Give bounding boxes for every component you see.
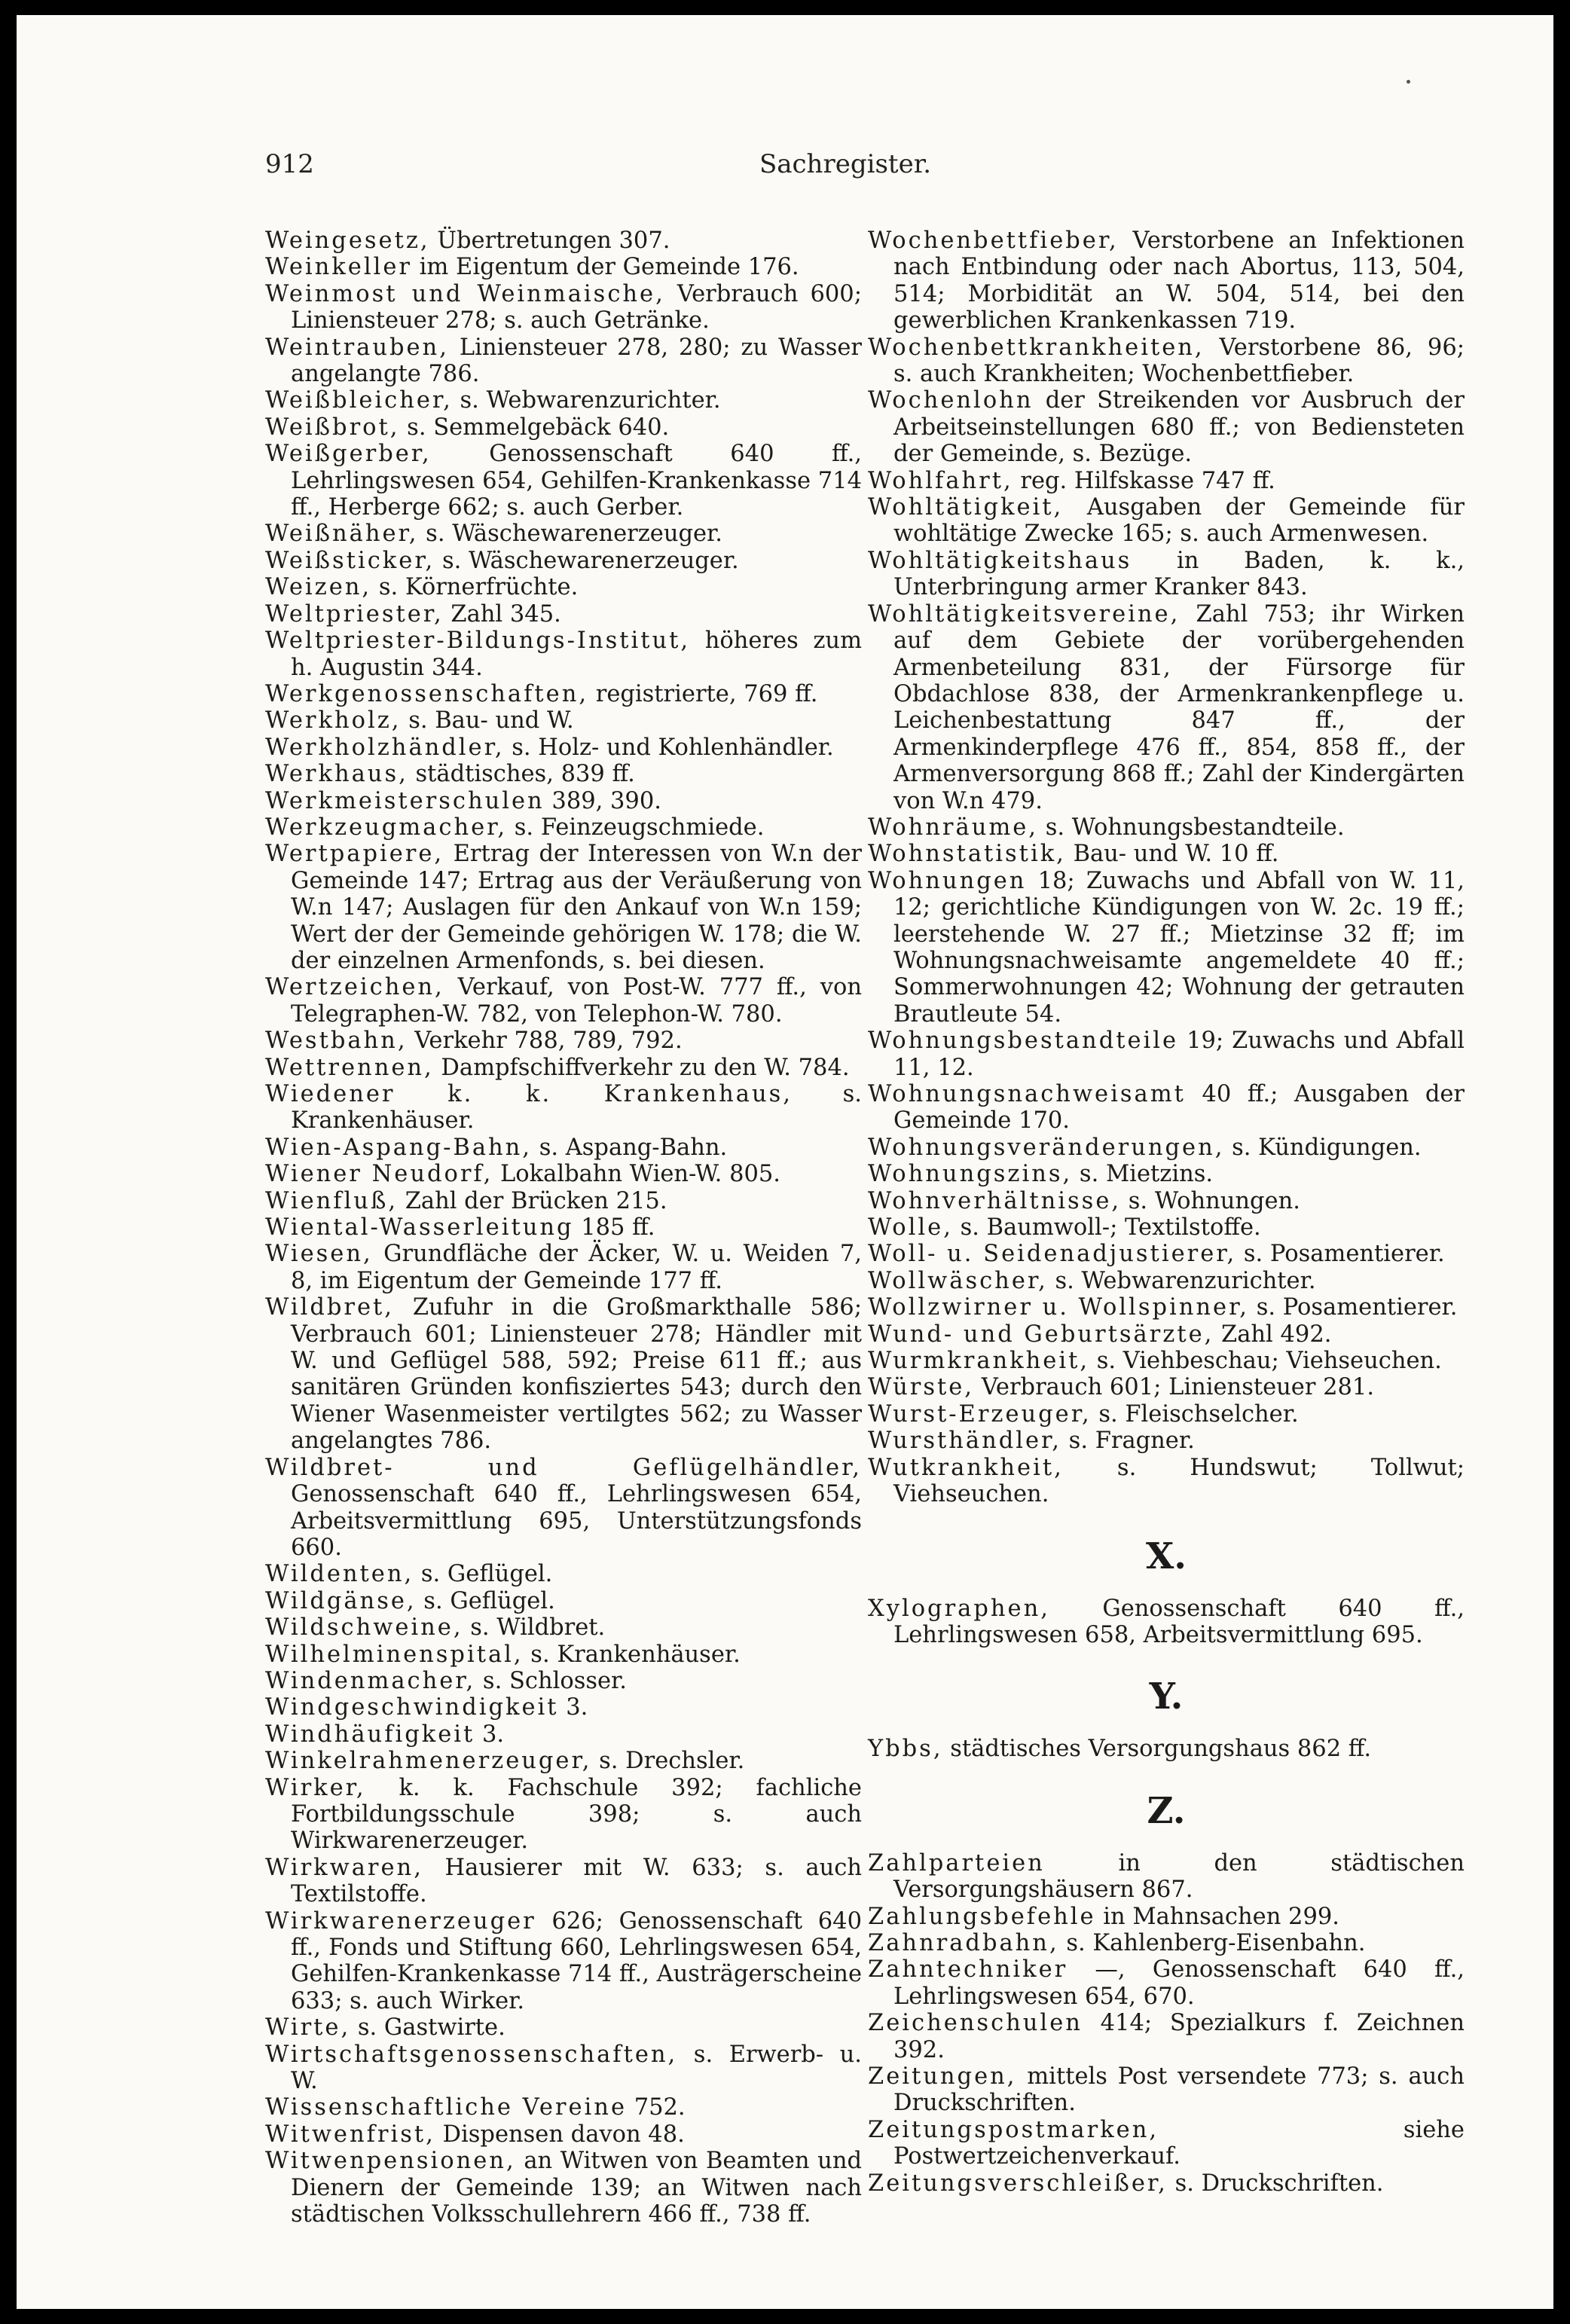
register-entry [868, 2063, 1465, 2117]
register-entry [868, 1294, 1465, 1321]
entry-term: Wiener Neudorf, [265, 1161, 493, 1188]
register-entry [265, 387, 862, 414]
entry-term: Weintrauben, [265, 334, 449, 361]
entry-text: s. Kündigungen. [1224, 1134, 1422, 1161]
register-entry [868, 814, 1465, 841]
entry-term: Zeitungsverschleißer, [868, 2170, 1168, 2197]
running-title: Sachregister. [759, 149, 932, 179]
section-letter-z: Z. [1147, 1789, 1186, 1832]
entry-text: 389, 390. [544, 787, 661, 814]
register-entry [868, 1455, 1465, 1508]
entry-text: in Baden, k. k., Unterbringung armer Kranker 843. [893, 547, 1465, 601]
entry-text: s. Baumwoll-; Textilstoffe. [952, 1214, 1261, 1241]
register-entry [868, 1930, 1465, 1956]
register-entry [868, 228, 1465, 334]
entry-text: s. Geflügel. [416, 1587, 555, 1614]
entry-term: Wettrennen, [265, 1054, 434, 1081]
entry-term: Wurst-Erzeuger, [868, 1400, 1092, 1428]
entry-term: Windgeschwindigkeit [265, 1694, 559, 1721]
entry-text: s. Wäschewarenerzeuger. [435, 547, 739, 574]
register-entry [868, 1028, 1465, 1081]
register-entry [868, 1956, 1465, 2010]
entry-text: s. Semmelgebäck 640. [399, 414, 670, 441]
entry-text: s. Mietzins. [1072, 1161, 1214, 1188]
register-entry [868, 1850, 1465, 1904]
entry-term: Wohltätigkeitsvereine, [868, 600, 1181, 628]
register-entry [265, 1161, 862, 1187]
entry-term: Wohnungen [868, 867, 1027, 894]
w-entries-continued [868, 228, 1465, 1508]
entry-text: Verkauf, von Post-W. 777 ff., von Telegraphen-W. 782, von Telephon-W. 780. [291, 974, 862, 1028]
register-entry [868, 1401, 1465, 1428]
register-entry [868, 334, 1465, 388]
entry-text: 752. [627, 2094, 686, 2121]
entry-term: Weißnäher, [265, 521, 419, 548]
register-entry [868, 868, 1465, 1028]
entry-term: Werkmeisterschulen [265, 787, 545, 814]
section-z-entries [868, 1850, 1465, 2197]
register-entry [265, 1775, 862, 1855]
entry-text: 3. [558, 1694, 588, 1721]
page-header [265, 149, 1425, 188]
entry-term: Woll- u. Seidenadjustierer, [868, 1241, 1237, 1268]
register-entry [265, 734, 862, 761]
entry-term: Wohnverhältnisse, [868, 1187, 1122, 1214]
register-entry [265, 1614, 862, 1641]
entry-term: Westbahn, [265, 1028, 408, 1055]
entry-text: der Streikenden vor Ausbruch der Arbeitseinstellungen 680 ff.; von Bediensteten der Gemeinde, s. Bezüge. [893, 387, 1465, 468]
entry-text: s. Holz- und Kohlenhändler. [504, 734, 834, 761]
register-entry [868, 1268, 1465, 1294]
register-entry [868, 548, 1465, 601]
entry-term: Wirkwaren, [265, 1854, 423, 1881]
entry-term: Zahlungsbefehle [868, 1903, 1096, 1930]
entry-text: s. Wildbret. [463, 1614, 606, 1641]
register-entry [265, 254, 862, 280]
entry-term: Wohlfahrt, [868, 467, 1013, 494]
entry-text: s. Druckschriften. [1167, 2170, 1384, 2197]
register-entry [265, 521, 862, 547]
entry-term: Wirkwarenerzeuger [265, 1907, 536, 1935]
entry-text: höheres zum h. Augustin 344. [291, 628, 862, 681]
entry-text: in den städtischen Versorgungshäusern 867. [893, 1849, 1465, 1904]
register-entry [265, 2014, 862, 2041]
entry-term: Wertzeichen, [265, 974, 444, 1001]
entry-text: Zahl 492. [1214, 1321, 1332, 1348]
register-entry [868, 1348, 1465, 1374]
section-letter-y: Y. [1149, 1675, 1184, 1718]
register-entry [265, 1081, 862, 1135]
register-entry [265, 1588, 862, 1614]
register-entry [265, 1721, 862, 1748]
entry-term: Werkhaus, [265, 761, 408, 788]
entry-text: —, Genossenschaft 640 ff., Lehrlingswesen 654, 670. [893, 1956, 1465, 2010]
register-entry [868, 1135, 1465, 1161]
entry-term: Zahnradbahn, [868, 1929, 1059, 1956]
register-entry [265, 548, 862, 574]
register-entry [265, 841, 862, 974]
entry-text: Verbrauch 601; Liniensteuer 281. [974, 1374, 1375, 1401]
register-entry [868, 1241, 1465, 1267]
entry-text: in Mahnsachen 299. [1095, 1903, 1339, 1930]
register-entry [868, 2170, 1465, 2197]
entry-term: Wolle, [868, 1214, 953, 1241]
entry-term: Wohnungsbestandteile [868, 1028, 1179, 1055]
register-entry [868, 1161, 1465, 1187]
entry-text: s. Webwarenzurichter. [1047, 1267, 1316, 1294]
entry-text: s. Kahlenberg-Eisenbahn. [1058, 1929, 1366, 1956]
register-entry [868, 1214, 1465, 1241]
entry-term: Wohltätigkeitshaus [868, 547, 1132, 574]
entry-text: s. Krankenhäuser. [291, 1081, 862, 1135]
register-entry [265, 2148, 862, 2228]
register-entry [265, 788, 862, 814]
entry-term: Werkzeugmacher, [265, 814, 508, 841]
entry-term: Würste, [868, 1374, 974, 1401]
entry-term: Zeichenschulen [868, 2010, 1083, 2037]
section-x-entries [868, 1596, 1465, 1649]
page-number: 912 [265, 149, 314, 179]
ink-speck [1407, 80, 1410, 84]
entry-term: Zahntechniker [868, 1956, 1068, 1983]
entry-term: Wohnräume, [868, 814, 1039, 841]
entry-text: s. Feinzeugschmiede. [507, 814, 765, 841]
entry-text: 19; Zuwachs und Abfall 11, 12. [893, 1028, 1465, 1081]
entry-term: Wohnungsveränderungen, [868, 1134, 1225, 1161]
entry-text: an Witwen von Beamten und Dienern der Gemeinde 139; an Witwen nach städtischen Volksschullehrern 466 ff., 738 ff. [291, 2148, 862, 2228]
entry-term: Wienfluß, [265, 1187, 399, 1214]
entry-term: Wochenbettkrankheiten, [868, 334, 1205, 361]
entry-text: s. Erwerb- u. W. [291, 2041, 862, 2095]
register-entry [265, 1855, 862, 1908]
entry-text: Verkehr 788, 789, 792. [407, 1028, 683, 1055]
entry-term: Wochenbettfieber, [868, 228, 1119, 254]
entry-term: Xylographen, [868, 1595, 1050, 1622]
entry-text: siehe Postwertzeichenverkauf. [893, 2116, 1465, 2170]
entry-term: Wirker, [265, 1774, 366, 1801]
register-entry [265, 441, 862, 521]
register-entry [265, 681, 862, 707]
entry-term: Wertpapiere, [265, 841, 444, 868]
entry-text: 40 ff.; Ausgaben der Gemeinde 170. [893, 1081, 1465, 1135]
entry-term: Zahlparteien [868, 1849, 1045, 1877]
entry-term: Wurmkrankheit, [868, 1348, 1090, 1375]
register-entry [868, 1428, 1465, 1454]
entry-term: Wohnstatistik, [868, 841, 1066, 868]
register-entry [265, 281, 862, 334]
entry-term: Zeitungspostmarken, [868, 2116, 1159, 2143]
register-entry [868, 1081, 1465, 1135]
entry-term: Witwenpensionen, [265, 2148, 516, 2175]
entry-text: s. Wohnungen. [1121, 1187, 1300, 1214]
register-entry [265, 1214, 862, 1241]
entry-term: Winkelrahmenerzeuger, [265, 1748, 592, 1775]
entry-text: s. Fleischselcher. [1091, 1400, 1299, 1428]
entry-text: Genossenschaft 640 ff., Lehrlingswesen 654, Arbeitsvermittlung 695, Unterstützungsfonds 660. [291, 1481, 862, 1561]
entry-text: Lokalbahn Wien-W. 805. [493, 1161, 780, 1188]
register-entry [868, 1904, 1465, 1930]
entry-text: Zahl 345. [443, 600, 561, 628]
register-entry [265, 1908, 862, 2015]
entry-text: s. Aspang-Bahn. [532, 1134, 728, 1161]
register-entry [868, 1321, 1465, 1348]
register-entry [868, 601, 1465, 814]
right-column [868, 228, 1465, 2197]
register-entry [265, 1561, 862, 1587]
entry-text: s. Gastwirte. [350, 2014, 506, 2042]
entry-term: Weißbrot, [265, 414, 400, 441]
entry-term: Weißsticker, [265, 547, 435, 574]
entry-text: s. Krankenhäuser. [523, 1641, 741, 1668]
entry-text: 414; Spezialkurs f. Zeichnen 392. [893, 2010, 1465, 2063]
entry-text: Genossenschaft 640 ff., Lehrlingswesen 658, Arbeitsvermittlung 695. [893, 1595, 1465, 1648]
entry-term: Wohltätigkeit, [868, 494, 1064, 521]
entry-term: Wildbret- und Geflügelhändler, [265, 1454, 862, 1481]
register-entry [868, 1596, 1465, 1649]
entry-term: Werkholz, [265, 707, 402, 734]
entry-term: Weißbleicher, [265, 387, 453, 414]
entry-term: Windhäufigkeit [265, 1721, 475, 1748]
entry-term: Wissenschaftliche Vereine [265, 2094, 628, 2121]
register-entry [868, 1374, 1465, 1400]
entry-text: Genossenschaft 640 ff., Lehrlingswesen 654, Gehilfen-Krankenkasse 714 ff., Herberge 662; s. auch Gerber. [291, 441, 862, 521]
entry-text: Dispensen davon 48. [435, 2121, 685, 2148]
register-entry [265, 1241, 862, 1294]
entry-text: Liniensteuer 278, 280; zu Wasser angelangte 786. [291, 334, 862, 388]
register-entry [265, 574, 862, 600]
entry-term: Wiedener k. k. Krankenhaus, [265, 1081, 793, 1107]
register-entry [265, 1455, 862, 1562]
register-entry [265, 601, 862, 628]
entry-text: mittels Post versendete 773; s. auch Druckschriften. [893, 2063, 1465, 2117]
entry-term: Wildenten, [265, 1561, 414, 1588]
entry-text: 3. [475, 1721, 505, 1748]
register-entry [868, 468, 1465, 494]
entry-term: Weinmost und Weinmaische, [265, 280, 665, 307]
entry-text: reg. Hilfskasse 747 ff. [1013, 467, 1275, 494]
register-entry [265, 628, 862, 681]
entry-term: Werkholzhändler, [265, 734, 505, 761]
entry-term: Ybbs, [868, 1736, 943, 1763]
entry-term: Wildbret, [265, 1294, 394, 1321]
entry-term: Wochenlohn [868, 387, 1034, 414]
entry-text: 18; Zuwachs und Abfall von W. 11, 12; gerichtliche Kündigungen von W. 2c. 19 ff.; leerstehende W. 27 ff.; Mietzinse 32 ff; im Wohnungsnachweisamte angemeldete 40 ff.; Sommerwohnungen 42; Wohnung der getrauten Brautleute 54. [893, 867, 1465, 1028]
entry-text: Verstorbene an Infektionen nach Entbindung oder nach Abortus, 113, 504, 514; Morbidität an W. 504, 514, bei den gewerblichen Krankenkassen 719. [893, 228, 1465, 334]
register-entry [265, 2042, 862, 2095]
entry-text: s. Schlosser. [475, 1667, 627, 1694]
entry-text: s. Bau- und W. [401, 707, 574, 734]
register-entry [265, 414, 862, 441]
entry-term: Weinkeller [265, 254, 412, 281]
register-entry [265, 1694, 862, 1721]
entry-text: s. Posamentierer. [1249, 1294, 1458, 1321]
entry-text: Hausierer mit W. 633; s. auch Textilstoffe. [291, 1854, 862, 1908]
entry-text: s. Drechsler. [591, 1748, 745, 1775]
register-entry [265, 1055, 862, 1081]
register-entry [868, 841, 1465, 867]
entry-text: Verstorbene 86, 96; s. auch Krankheiten; Wochenbettfieber. [893, 334, 1465, 388]
entry-text: Zufuhr in die Großmarkthalle 586; Verbrauch 601; Liniensteuer 278; Händler mit W. und Geflügel 588, 592; Preise 611 ff.; aus sanitären Gründen konfisziertes 543; durch den Wiener Wasenmeister vertilgtes 562; zu Wasser angelangtes 786. [291, 1294, 862, 1455]
entry-text: Grundfläche der Äcker, W. u. Weiden 7, 8, im Eigentum der Gemeinde 177 ff. [291, 1241, 862, 1294]
register-entry [265, 2121, 862, 2148]
entry-text: städtisches, 839 ff. [408, 761, 635, 788]
entry-text: s. Hundswut; Tollwut; Viehseuchen. [893, 1454, 1465, 1508]
register-entry [265, 1135, 862, 1161]
register-entry [265, 761, 862, 787]
entry-term: Wien-Aspang-Bahn, [265, 1134, 533, 1161]
register-entry [265, 1188, 862, 1214]
entry-text: städtisches Versorgungshaus 862 ff. [942, 1736, 1372, 1763]
section-letter-x: X. [1146, 1535, 1187, 1577]
register-entry [265, 334, 862, 388]
entry-text: Ausgaben der Gemeinde für wohltätige Zwecke 165; s. auch Armenwesen. [893, 494, 1465, 548]
entry-text: s. Wohnungsbestandteile. [1038, 814, 1345, 841]
entry-text: 185 ff. [573, 1214, 655, 1241]
register-entry [868, 1736, 1465, 1762]
entry-term: Wirte, [265, 2014, 351, 2042]
entry-text: s. Geflügel. [414, 1561, 553, 1588]
entry-term: Wohnungszins, [868, 1161, 1073, 1188]
entry-text: s. Fragner. [1061, 1428, 1195, 1455]
entry-text: s. Viehbeschau; Viehseuchen. [1089, 1348, 1442, 1375]
register-entry [265, 2094, 862, 2121]
entry-term: Wiental-Wasserleitung [265, 1214, 574, 1241]
entry-term: Weißgerber, [265, 441, 432, 468]
entry-text: s. Körnerfrüchte. [371, 574, 579, 601]
register-entry [265, 1028, 862, 1054]
register-entry [265, 707, 862, 734]
entry-text: 626; Genossenschaft 640 ff., Fonds und Stiftung 660, Lehrlingswesen 654, Gehilfen-Krankenkasse 714 ff., Austrägerscheine 633; s. auch Wirker. [291, 1907, 862, 2014]
entry-text: s. Wäschewarenerzeuger. [418, 521, 722, 548]
entry-term: Witwenfrist, [265, 2121, 435, 2148]
register-entry [265, 974, 862, 1028]
entry-text: s. Posamentierer. [1236, 1241, 1445, 1268]
entry-text: Zahl 753; ihr Wirken auf dem Gebiete der vorübergehenden Armenbeteilung 831, der Fürsorge für Obdachlose 838, der Armenkrankenpflege u. Leichenbestattung 847 ff., der Armenkinderpflege 476 ff., 854, 858 ff., der Armenversorgung 868 ff.; Zahl der Kindergärten von W.n 479. [893, 600, 1465, 814]
register-entry [265, 228, 862, 254]
register-entry [265, 1668, 862, 1694]
entry-term: Wildschweine, [265, 1614, 463, 1641]
register-entry [868, 2117, 1465, 2170]
register-entry [265, 1748, 862, 1774]
section-y-entries [868, 1736, 1465, 1762]
register-entry [265, 814, 862, 841]
entry-text: k. k. Fachschule 392; fachliche Fortbildungsschule 398; s. auch Wirkwarenerzeuger. [291, 1774, 862, 1855]
entry-text: Bau- und W. 10 ff. [1065, 841, 1279, 868]
register-entry [265, 1294, 862, 1454]
register-entry [265, 1641, 862, 1668]
entry-term: Zeitungen, [868, 2063, 1017, 2090]
entry-text: Übertretungen 307. [429, 228, 670, 254]
entry-term: Weingesetz, [265, 228, 430, 254]
register-entry [868, 2010, 1465, 2063]
entry-text: Dampfschiffverkehr zu den W. 784. [433, 1054, 850, 1081]
entry-term: Weltpriester, [265, 600, 444, 628]
left-column [265, 228, 862, 2228]
entry-text: registrierte, 769 ff. [588, 680, 818, 707]
entry-term: Wund- und Geburtsärzte, [868, 1321, 1214, 1348]
entry-text: im Eigentum der Gemeinde 176. [411, 254, 799, 281]
entry-text: Ertrag der Interessen von W.n der Gemeinde 147; Ertrag aus der Veräußerung von W.n 147; Auslagen für den Ankauf von W.n 159; Wert der der Gemeinde gehörigen W. 178; die W. der einzelnen Armenfonds, s. bei diesen. [291, 841, 862, 974]
entry-term: Wollzwirner u. Wollspinner, [868, 1294, 1250, 1321]
entry-term: Wollwäscher, [868, 1267, 1048, 1294]
entry-term: Wiesen, [265, 1241, 373, 1268]
page [17, 15, 1553, 2309]
entry-term: Werkgenossenschaften, [265, 680, 589, 707]
entry-text: Verbrauch 600; Liniensteuer 278; s. auch Getränke. [291, 280, 862, 334]
register-entry [868, 494, 1465, 548]
entry-text: Zahl der Brücken 215. [398, 1187, 667, 1214]
entry-term: Wohnungsnachweisamt [868, 1081, 1186, 1107]
register-entry [868, 387, 1465, 467]
entry-term: Wirtschaftsgenossenschaften, [265, 2041, 678, 2068]
entry-term: Wursthändler, [868, 1428, 1061, 1455]
entry-term: Weltpriester-Bildungs-Institut, [265, 628, 691, 655]
entry-term: Weizen, [265, 574, 372, 601]
entry-text: s. Webwarenzurichter. [452, 387, 721, 414]
entry-term: Wildgänse, [265, 1587, 417, 1614]
entry-term: Wilhelminenspital, [265, 1641, 524, 1668]
register-entry [868, 1188, 1465, 1214]
entry-term: Wutkrankheit, [868, 1454, 1064, 1481]
entry-term: Windenmacher, [265, 1667, 476, 1694]
